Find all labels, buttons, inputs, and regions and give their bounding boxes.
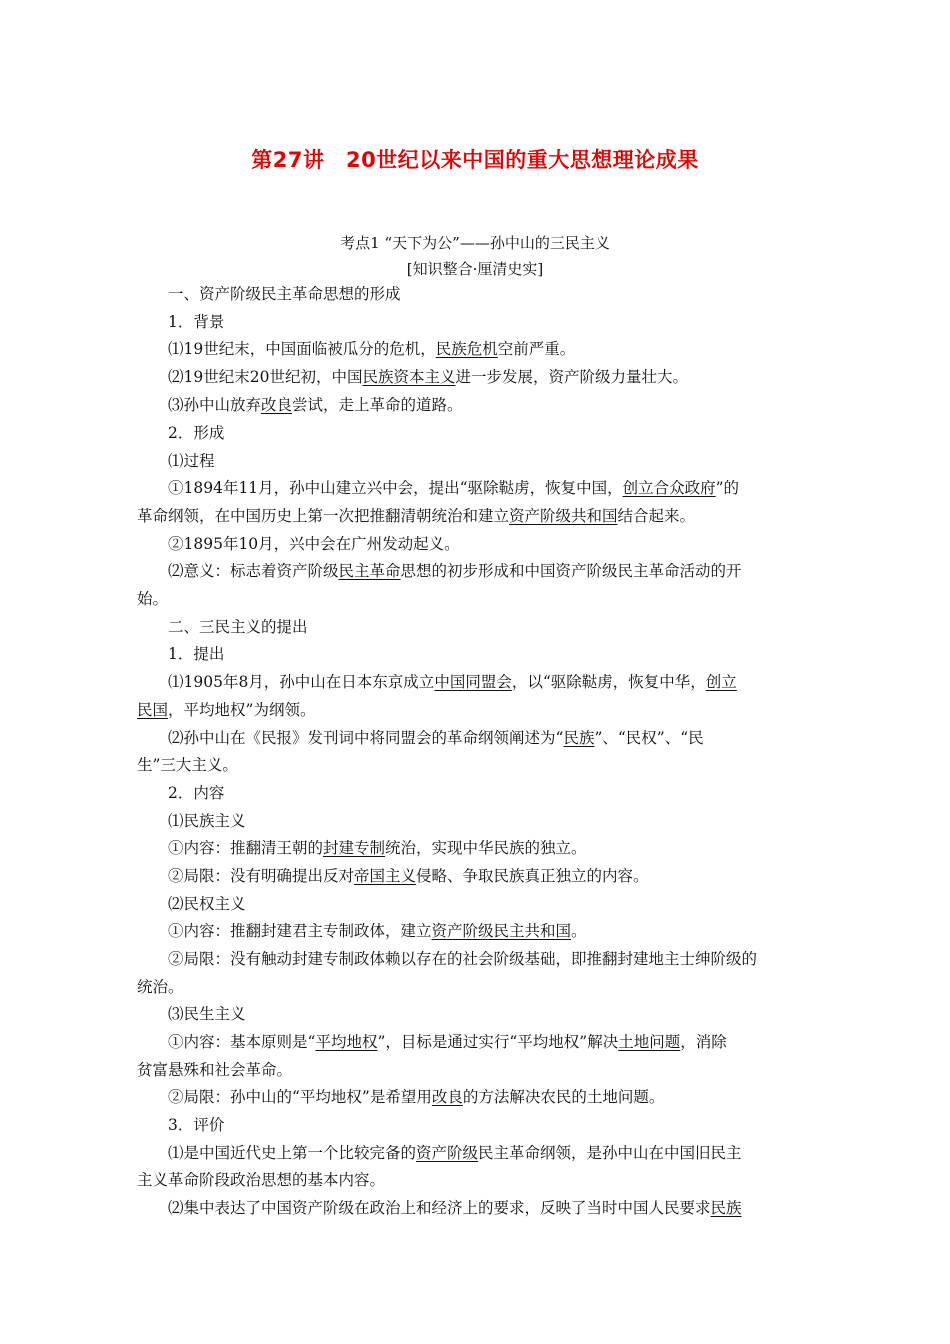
- subheading-evaluation: 3．评价: [168, 1116, 225, 1134]
- paragraph: 民国，平均地权”为纲领。: [137, 701, 316, 719]
- answer-blank: 民族: [710, 1199, 742, 1217]
- paragraph: ⑵意义：标志着资产阶级民主革命思想的初步形成和中国资产阶级民主革命活动的开: [168, 562, 742, 580]
- answer-blank: 改良: [261, 396, 293, 414]
- paragraph: ⑴1905年8月，孙中山在日本东京成立中国同盟会，以“驱除鞑虏，恢复中华，创立: [168, 673, 737, 691]
- answer-blank: 帝国主义: [354, 867, 417, 885]
- subheading-proposal: 1．提出: [168, 645, 225, 663]
- answer-blank: 中国同盟会: [434, 673, 512, 691]
- answer-blank: 民主革命: [338, 562, 401, 580]
- subheading-content: 2．内容: [168, 784, 225, 802]
- page-title: 第27讲 20世纪以来中国的重大思想理论成果: [251, 148, 699, 172]
- paragraph: 始。: [137, 590, 169, 608]
- paragraph: ⑴19世纪末，中国面临被瓜分的危机，民族危机空前严重。: [168, 340, 576, 358]
- paragraph: ⑴是中国近代史上第一个比较完备的资产阶级民主革命纲领，是孙中山在中国旧民主: [168, 1144, 742, 1162]
- paragraph: ②局限：没有明确提出反对帝国主义侵略、争取民族真正独立的内容。: [168, 867, 649, 885]
- answer-blank: 民国: [137, 701, 169, 719]
- answer-blank: 民族危机: [435, 340, 498, 358]
- answer-blank: 资产阶级民主共和国: [431, 922, 572, 940]
- paragraph: 主义革命阶段政治思想的基本内容。: [137, 1171, 386, 1189]
- answer-blank: 平均地权: [315, 1033, 378, 1051]
- subheading-process: ⑴过程: [168, 452, 215, 470]
- subheading-formation: 2．形成: [168, 424, 225, 442]
- subheading-background: 1．背景: [168, 313, 225, 331]
- paragraph: ①内容：推翻清王朝的封建专制统治，实现中华民族的独立。: [168, 839, 587, 857]
- kaodian-heading: 考点1 “天下为公”——孙中山的三民主义: [340, 234, 610, 252]
- paragraph: 革命纲领，在中国历史上第一次把推翻清朝统治和建立资产阶级共和国结合起来。: [137, 507, 696, 525]
- paragraph: ⑶孙中山放弃改良尝试，走上革命的道路。: [168, 396, 463, 414]
- paragraph: 统治。: [137, 978, 184, 996]
- answer-blank: 改良: [431, 1088, 463, 1106]
- paragraph: 生”三大主义。: [137, 756, 238, 774]
- subheading-livelihood: ⑶民生主义: [168, 1005, 246, 1023]
- paragraph: 贫富悬殊和社会革命。: [137, 1061, 293, 1079]
- subheading-nationalism: ⑴民族主义: [168, 812, 246, 830]
- paragraph: ①内容：基本原则是“平均地权”，目标是通过实行“平均地权”解决土地问题，消除: [168, 1033, 727, 1051]
- answer-blank: 民族: [563, 729, 595, 747]
- subheading-democracy: ⑵民权主义: [168, 895, 246, 913]
- paragraph: ①1894年11月，孙中山建立兴中会，提出“驱除鞑虏，恢复中国，创立合众政府”的: [168, 479, 740, 497]
- answer-blank: 创立合众政府: [622, 479, 716, 497]
- section-tag: [知识整合·厘清史实]: [406, 260, 544, 278]
- section-heading-1: 一、资产阶级民主革命思想的形成: [168, 285, 401, 303]
- answer-blank: 资产阶级: [416, 1144, 479, 1162]
- paragraph: ②1895年10月，兴中会在广州发动起义。: [168, 535, 460, 553]
- paragraph: ⑵集中表达了中国资产阶级在政治上和经济上的要求，反映了当时中国人民要求民族: [168, 1199, 742, 1217]
- answer-blank: 资产阶级共和国: [509, 507, 618, 525]
- section-heading-2: 二、三民主义的提出: [168, 618, 308, 636]
- paragraph: ②局限：孙中山的“平均地权”是希望用改良的方法解决农民的土地问题。: [168, 1088, 665, 1106]
- paragraph: ⑵孙中山在《民报》发刊词中将同盟会的革命纲领阐述为“民族”、“民权”、“民: [168, 729, 704, 747]
- paragraph: ①内容：推翻封建君主专制政体，建立资产阶级民主共和国。: [168, 922, 587, 940]
- answer-blank: 土地问题: [618, 1033, 681, 1051]
- paragraph: ⑵19世纪末20世纪初，中国民族资本主义进一步发展，资产阶级力量壮大。: [168, 368, 688, 386]
- answer-blank: 创立: [705, 673, 737, 691]
- answer-blank: 民族资本主义: [362, 368, 456, 386]
- answer-blank: 封建专制: [323, 839, 386, 857]
- paragraph: ②局限：没有触动封建专制政体赖以存在的社会阶级基础，即推翻封建地主士绅阶级的: [168, 950, 758, 968]
